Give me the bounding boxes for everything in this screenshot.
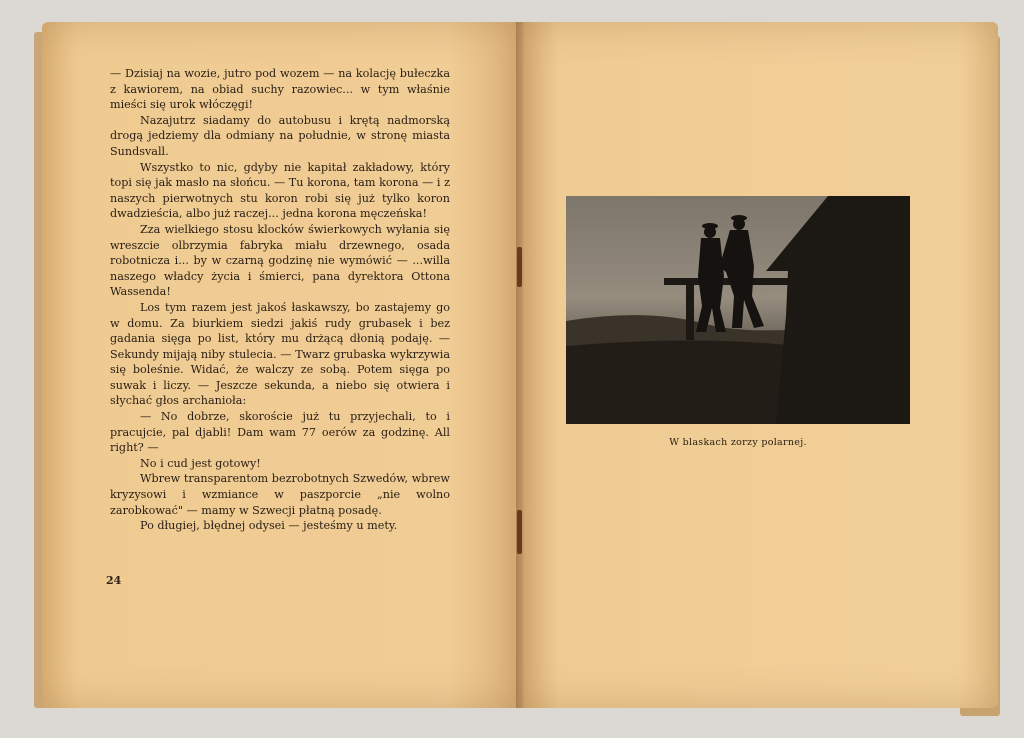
paragraph: — Dzisiaj na wozie, jutro pod wozem — na kolację bułeczka z kawiorem, na obiad suchy razowiec... w tym właśnie mieści się urok włóczęgi! [110, 67, 450, 112]
paragraph: — No dobrze, skoroście już tu przyjechali, to i pracujcie, pal djabli! Dam wam 77 oerów za godzinę. All right? — [110, 410, 450, 455]
paragraph: Nazajutrz siadamy do autobusu i krętą nadmorską drogą jedziemy dla odmiany na południe, w stronę miasta Sundsvall. [110, 113, 450, 158]
paragraph: Po długiej, błędnej odysei — jesteśmy u mety. [140, 519, 398, 533]
paragraph: No i cud jest gotowy! [140, 456, 261, 470]
railing-post [686, 284, 694, 340]
paragraph: Zza wielkiego stosu klocków świerkowych wyłania się wreszcie olbrzymia fabryka miału drzewnego, osada robotnicza i... by w czarną godzinę nie wymówić — ...willa naszego władcy życia i śmierci, pana dyrektora Ottona Wassenda! [110, 222, 450, 299]
photo-illustration [566, 196, 910, 424]
book-spine [516, 22, 524, 708]
photograph-aurora-silhouettes [566, 196, 910, 424]
page-number: 24 [106, 574, 122, 587]
paragraph: Wszystko to nic, gdyby nie kapitał zakładowy, który topi się jak masło na słońcu. — Tu korona, tam korona — i z naszych pierwotnych stu koron robi się już tylko koron dwadzieścia, albo już raczej... jedna korona męczeńska! [110, 160, 450, 221]
left-page-text [110, 66, 450, 534]
railing [664, 278, 790, 285]
binding-stitch-bottom [517, 510, 522, 554]
paragraph: Los tym razem jest jakoś łaskawszy, bo zastajemy go w domu. Za biurkiem siedzi jakiś rudy grubasek i bez gadania sięga po list, który mu drżącą dłonią podaję. — Sekundy mijają niby stulecia. — Twarz grubaska wykrzywia się boleśnie. Widać, że walczy ze sobą. Potem sięga po suwak i liczy. — Jeszcze sekunda, a niebo się otwiera i słychać głos archanioła: [110, 300, 450, 408]
paragraph: Wbrew transparentom bezrobotnych Szwedów, wbrew kryzysowi i wzmiance w paszporcie „nie wolno zarobkować" — mamy w Szwecji płatną posadę. [110, 472, 450, 517]
photo-caption: W blaskach zorzy polarnej. [669, 437, 807, 448]
binding-stitch-top [517, 247, 522, 287]
